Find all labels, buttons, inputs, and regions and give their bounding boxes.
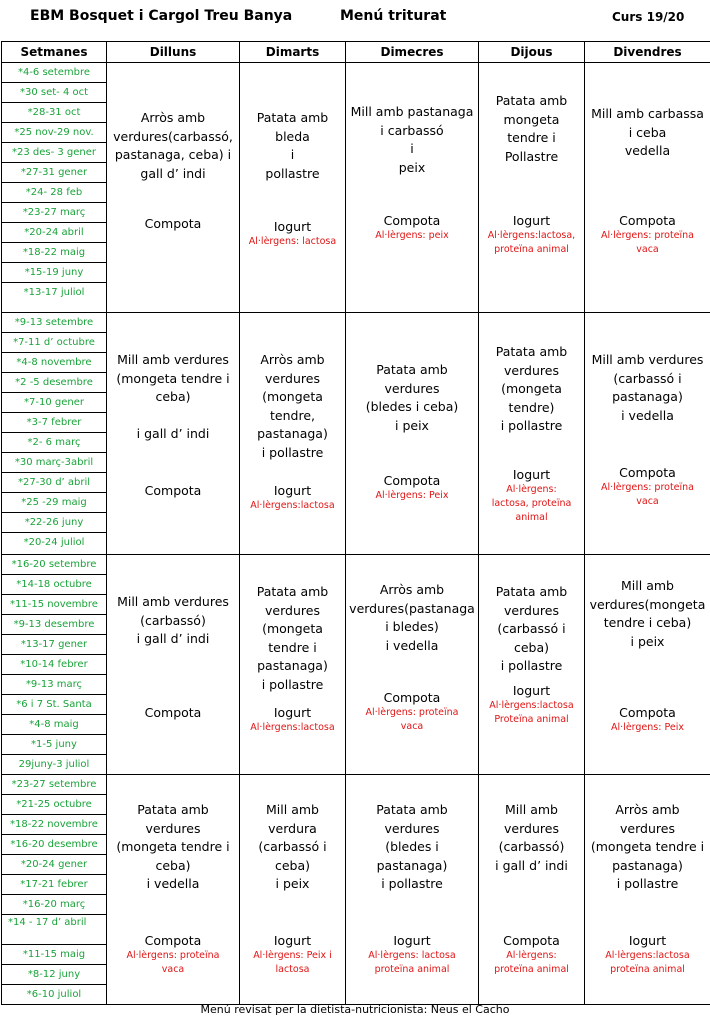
- allergen-info: vaca: [636, 244, 659, 255]
- allergen-info: Al·lèrgens: Peix i: [253, 950, 332, 961]
- dish-line: peix: [398, 159, 426, 175]
- dessert-name: Iogurt: [273, 933, 312, 948]
- week-date: *10-14 febrer: [2, 655, 106, 675]
- dish-description: [481, 343, 582, 436]
- week-row: [2, 63, 710, 313]
- dish-description: [242, 109, 343, 183]
- dish-line: i vedella: [385, 637, 439, 653]
- dish-description: [481, 92, 582, 166]
- dessert: [481, 683, 582, 727]
- dish-line: i carbassó: [380, 122, 444, 138]
- dish-description: [348, 801, 476, 894]
- dish-line: Arròs amb: [615, 802, 680, 817]
- dessert-name: Compota: [144, 216, 202, 231]
- dish-description: [587, 105, 708, 161]
- dish-line: Mill amb pastanaga: [350, 104, 474, 119]
- dish-line: Mill amb: [266, 802, 319, 817]
- dish-line: tendre): [508, 399, 555, 415]
- allergen-info: Al·lèrgens: Peix: [375, 490, 449, 501]
- allergen-info: Al·lèrgens: proteïna: [126, 950, 220, 961]
- dish-line: vedella: [624, 143, 671, 158]
- week-date: *14 - 17 d’ abril: [2, 915, 106, 945]
- col-header-tuesday: Dimarts: [240, 42, 346, 63]
- dish-line: verdures: [145, 820, 201, 836]
- menu-cell-thursday: [479, 313, 585, 555]
- allergen-info: Al·lèrgens: Peix: [611, 722, 684, 733]
- dessert-name: Compota: [383, 690, 441, 705]
- dish-line: tendre,: [270, 407, 315, 423]
- dish-line: i pollastre: [261, 444, 324, 460]
- dessert: [481, 213, 582, 257]
- dessert-name: Compota: [503, 933, 560, 948]
- dish-line: (mongeta tendre i: [116, 370, 230, 386]
- week-date: *18-22 novembre: [2, 815, 106, 835]
- dessert-name: Compota: [619, 705, 676, 720]
- dessert: [109, 483, 237, 499]
- allergen-info: Al·lèrgens:lactosa: [489, 700, 574, 711]
- col-header-wednesday: Dimecres: [346, 42, 479, 63]
- week-date: *1-5 juny: [2, 735, 106, 755]
- dish-line: Pollastre: [504, 148, 559, 164]
- dish-line: ceba): [513, 639, 550, 655]
- dish-description: [109, 351, 237, 444]
- allergen-info: Al·lèrgens:: [506, 484, 557, 495]
- allergen-info: Al·lèrgens: proteïna: [600, 482, 695, 493]
- dish-description: [109, 801, 237, 894]
- dessert-name: Iogurt: [628, 933, 667, 948]
- allergen-info: proteïna animal: [610, 964, 685, 975]
- menu-cell-thursday: [479, 63, 585, 313]
- allergen-info: vaca: [400, 721, 424, 732]
- week-date: *9-13 desembre: [2, 615, 106, 635]
- header-row: [2, 42, 710, 63]
- week-date: *20-24 abril: [2, 223, 106, 243]
- dessert-name: Compota: [383, 473, 441, 488]
- dish-line: Arròs amb: [260, 352, 325, 367]
- dessert-name: Iogurt: [273, 219, 312, 234]
- dessert: [242, 933, 343, 977]
- dish-description: [587, 801, 708, 894]
- allergen-info: Al·lèrgens:: [506, 950, 557, 961]
- dessert-name: Iogurt: [273, 483, 312, 498]
- week-date: *11-15 maig: [2, 945, 106, 965]
- dish-line: i gall d’ indi: [136, 426, 210, 441]
- dish-line: i peix: [275, 876, 310, 891]
- dish-line: pollastre: [265, 165, 320, 181]
- dish-line: pastanaga): [612, 389, 683, 404]
- menu-table: [1, 41, 710, 1005]
- dish-line: Patata amb: [376, 802, 448, 817]
- dish-line: pastanaga): [612, 857, 683, 873]
- dish-line: (carbassó): [498, 839, 565, 854]
- dish-line: i peix: [630, 633, 665, 649]
- menu-cell-wednesday: [346, 63, 479, 313]
- dish-line: i pollastre: [500, 658, 563, 673]
- dish-line: (bledes i: [385, 839, 439, 854]
- dish-description: [348, 103, 476, 177]
- dish-line: pastanaga): [257, 658, 328, 673]
- allergen-info: lactosa: [275, 964, 310, 975]
- dish-line: (carbassó): [140, 612, 206, 628]
- allergen-info: Al·lèrgens: lactosa: [368, 950, 456, 961]
- dish-description: [348, 581, 476, 655]
- dish-line: [109, 407, 237, 426]
- dish-line: pastanaga, ceba) i: [114, 147, 232, 162]
- dish-line: Arròs amb: [379, 582, 445, 597]
- dish-line: (mongeta: [501, 381, 562, 396]
- dish-line: i: [410, 141, 414, 156]
- dish-line: verdures: [504, 362, 559, 378]
- dish-line: i pollastre: [261, 676, 324, 692]
- menu-title: Menú triturat: [340, 8, 447, 24]
- week-date: *30 set- 4 oct: [2, 83, 106, 103]
- dish-line: verdures: [620, 820, 675, 836]
- school-name: EBM Bosquet i Cargol Treu Banya: [30, 8, 293, 24]
- week-date: *2- 6 març: [2, 433, 106, 453]
- dessert-name: Iogurt: [512, 213, 551, 228]
- week-date: *21-25 octubre: [2, 795, 106, 815]
- dessert: [109, 705, 237, 721]
- dish-line: i pollastre: [500, 418, 563, 433]
- dish-line: Mill amb verdures: [117, 594, 229, 609]
- dish-line: (mongeta: [262, 389, 323, 404]
- week-date: *11-15 novembre: [2, 595, 106, 615]
- week-date: *22-26 juny: [2, 513, 106, 533]
- dish-line: Patata amb: [256, 584, 329, 599]
- week-date: *13-17 gener: [2, 635, 106, 655]
- dish-line: Arròs amb: [140, 110, 206, 125]
- week-row: [2, 313, 710, 555]
- dish-description: [242, 801, 343, 894]
- dessert: [587, 705, 708, 735]
- dish-line: verdures: [384, 380, 440, 396]
- dessert: [109, 216, 237, 232]
- allergen-info: Al·lèrgens:lactosa: [605, 950, 690, 961]
- dessert: [587, 933, 708, 977]
- menu-cell-tuesday: [240, 775, 346, 1005]
- dish-line: (carbassó i: [613, 370, 682, 386]
- allergen-info: Al·lèrgens:lactosa: [250, 500, 335, 511]
- allergen-info: Al·lèrgens:lactosa,: [487, 230, 576, 241]
- dessert-name: Iogurt: [393, 933, 431, 948]
- week-date: *4-8 novembre: [2, 353, 106, 373]
- dessert-name: Compota: [144, 483, 202, 498]
- dessert-name: Compota: [383, 213, 441, 228]
- week-date: *20-24 gener: [2, 855, 106, 875]
- dessert: [587, 465, 708, 509]
- dish-line: tendre i: [268, 639, 317, 655]
- week-date: *4-8 maig: [2, 715, 106, 735]
- week-date: 29juny-3 juliol: [18, 759, 90, 770]
- week-date: *23-27 setembre: [2, 775, 106, 795]
- dessert-name: Compota: [619, 465, 676, 480]
- allergen-info: Al·lèrgens: proteïna: [600, 230, 695, 241]
- dish-line: mongeta: [503, 111, 560, 127]
- week-dates-cell: [2, 775, 107, 1005]
- dish-line: verdures(pastanaga: [349, 600, 475, 616]
- menu-cell-wednesday: [346, 313, 479, 555]
- week-row: [2, 775, 710, 1005]
- allergen-info: Al·lèrgens: proteïna: [365, 707, 459, 718]
- dish-line: verdures: [384, 820, 440, 836]
- dessert-name: Iogurt: [273, 705, 312, 720]
- dish-line: verdures: [265, 602, 320, 618]
- dessert: [481, 933, 582, 977]
- dish-line: i: [290, 147, 295, 162]
- menu-cell-monday: [107, 313, 240, 555]
- dish-description: [481, 583, 582, 676]
- allergen-info: Al·lèrgens: lactosa: [248, 236, 337, 247]
- week-date: *25 -29 maig: [2, 493, 106, 513]
- dish-description: [587, 351, 708, 425]
- allergen-info: Al·lèrgens:lactosa: [250, 722, 335, 733]
- dessert: [109, 933, 237, 977]
- dish-description: [109, 109, 237, 183]
- dessert: [348, 473, 476, 503]
- menu-cell-friday: [585, 555, 710, 775]
- week-date: *2 -5 desembre: [2, 373, 106, 393]
- dish-line: (mongeta tendre i: [590, 839, 705, 854]
- dessert-name: Compota: [144, 933, 202, 948]
- dish-line: (bledes i ceba): [365, 399, 459, 414]
- week-dates-cell: [2, 313, 107, 555]
- week-date: *13-17 juliol: [23, 287, 85, 298]
- week-date: *3-7 febrer: [2, 413, 106, 433]
- week-date: *16-20 març: [2, 895, 106, 915]
- dish-line: Mill amb: [621, 578, 674, 593]
- dish-description: [242, 583, 343, 694]
- dish-line: Patata amb: [495, 93, 568, 108]
- dish-line: pastanaga): [257, 426, 328, 441]
- dish-line: i vedella: [146, 876, 200, 891]
- school-year: Curs 19/20: [612, 10, 685, 24]
- week-date: *15-19 juny: [2, 263, 106, 283]
- menu-cell-friday: [585, 313, 710, 555]
- footer-note: Menú revisat per la dietista-nutricionista: Neus el Cacho: [200, 1003, 510, 1016]
- allergen-info: animal: [515, 512, 548, 523]
- allergen-info: vaca: [636, 496, 659, 507]
- dish-line: verdures(mongeta: [589, 596, 706, 612]
- allergen-info: Al·lèrgens: peix: [375, 230, 449, 241]
- col-header-weeks: Setmanes: [2, 42, 107, 63]
- dish-line: Patata amb: [137, 802, 209, 817]
- dessert-name: Iogurt: [512, 683, 551, 698]
- dish-line: i pollastre: [381, 876, 443, 891]
- allergen-info: lactosa, proteïna: [491, 498, 572, 509]
- dessert: [348, 213, 476, 243]
- dish-line: pastanaga): [376, 857, 448, 873]
- dish-line: i pollastre: [616, 876, 679, 891]
- week-date: *16-20 setembre: [2, 555, 106, 575]
- week-date: *20-24 juliol: [23, 537, 85, 548]
- dish-line: Mill amb verdures: [117, 352, 229, 367]
- menu-cell-tuesday: [240, 63, 346, 313]
- dish-line: i gall d’ indi: [136, 631, 210, 646]
- menu-cell-friday: [585, 775, 710, 1005]
- col-header-friday: Divendres: [585, 42, 710, 63]
- dish-line: Mill amb carbassa: [591, 106, 704, 121]
- menu-cell-thursday: [479, 555, 585, 775]
- dish-line: i ceba: [628, 124, 667, 140]
- dish-line: Patata amb: [495, 584, 568, 599]
- menu-cell-tuesday: [240, 555, 346, 775]
- menu-cell-friday: [585, 63, 710, 313]
- week-row: [2, 555, 710, 775]
- dish-description: [242, 351, 343, 462]
- dish-line: (mongeta: [262, 621, 323, 636]
- week-date: *23 des- 3 gener: [2, 143, 106, 163]
- col-header-monday: Dilluns: [107, 42, 240, 63]
- dish-line: verdures: [265, 370, 320, 386]
- menu-cell-wednesday: [346, 555, 479, 775]
- dish-line: (carbassó i: [497, 621, 566, 636]
- menu-cell-thursday: [479, 775, 585, 1005]
- allergen-info: vaca: [161, 964, 185, 975]
- dessert-name: Compota: [144, 705, 202, 720]
- dish-line: Patata amb: [376, 362, 448, 377]
- week-date: *7-10 gener: [2, 393, 106, 413]
- week-date: *7-11 d’ octubre: [2, 333, 106, 353]
- allergen-info: Proteïna animal: [494, 714, 569, 725]
- dish-description: [481, 801, 582, 875]
- dessert: [481, 467, 582, 525]
- week-date: *25 nov-29 nov.: [2, 123, 106, 143]
- dish-line: Patata amb: [495, 344, 568, 359]
- allergen-info: proteïna animal: [374, 964, 450, 975]
- week-date: *6 i 7 St. Santa: [2, 695, 106, 715]
- week-date: *18-22 maig: [2, 243, 106, 263]
- allergen-info: proteïna animal: [494, 964, 569, 975]
- dish-description: [348, 361, 476, 435]
- dish-line: ceba): [274, 857, 311, 873]
- week-dates-cell: [2, 63, 107, 313]
- dessert: [587, 213, 708, 257]
- dish-line: Mill amb verdures: [591, 352, 704, 367]
- menu-cell-tuesday: [240, 313, 346, 555]
- dish-description: [109, 593, 237, 649]
- menu-cell-monday: [107, 63, 240, 313]
- dessert-name: Iogurt: [512, 467, 551, 482]
- week-date: *9-13 setembre: [2, 313, 106, 333]
- col-header-thursday: Dijous: [479, 42, 585, 63]
- dessert: [348, 933, 476, 977]
- dish-line: tendre i ceba): [603, 615, 692, 630]
- dessert-name: Compota: [619, 213, 676, 228]
- menu-cell-monday: [107, 555, 240, 775]
- dish-line: tendre i: [507, 130, 556, 145]
- week-date: *6-10 juliol: [26, 989, 82, 1000]
- dessert: [242, 483, 343, 513]
- dish-line: verdures: [504, 602, 559, 618]
- dessert: [348, 690, 476, 734]
- dish-line: ceba): [155, 389, 191, 404]
- week-date: *24- 28 feb: [2, 183, 106, 203]
- dish-line: ceba): [155, 857, 191, 873]
- week-date: *17-21 febrer: [2, 875, 106, 895]
- dish-line: i bledes): [385, 619, 439, 634]
- dish-line: gall d’ indi: [140, 165, 206, 181]
- dish-line: i vedella: [621, 407, 674, 423]
- week-date: *8-12 juny: [2, 965, 106, 985]
- allergen-info: proteïna animal: [494, 244, 569, 255]
- week-dates-cell: [2, 555, 107, 775]
- dish-description: [587, 577, 708, 651]
- menu-cell-wednesday: [346, 775, 479, 1005]
- week-date: *4-6 setembre: [2, 63, 106, 83]
- dish-line: (carbassó i: [258, 839, 327, 854]
- week-date: *27-31 gener: [2, 163, 106, 183]
- week-date: *23-27 març: [2, 203, 106, 223]
- dish-line: verdures: [504, 820, 559, 836]
- dish-line: verdures(carbassó,: [113, 128, 233, 144]
- dessert: [242, 705, 343, 735]
- dessert: [242, 219, 343, 249]
- week-date: *16-20 desembre: [2, 835, 106, 855]
- dish-line: i gall d’ indi: [495, 857, 568, 873]
- week-date: *28-31 oct: [2, 103, 106, 123]
- dish-line: Mill amb: [505, 802, 558, 817]
- week-date: *30 març-3abril: [2, 453, 106, 473]
- week-date: *14-18 octubre: [2, 575, 106, 595]
- dish-line: (mongeta tendre i: [116, 839, 230, 854]
- dish-line: bleda: [275, 128, 310, 144]
- menu-cell-monday: [107, 775, 240, 1005]
- dish-line: Patata amb: [256, 110, 329, 125]
- week-date: *9-13 març: [2, 675, 106, 695]
- week-date: *27-30 d’ abril: [2, 473, 106, 493]
- dish-line: verdura: [268, 820, 317, 836]
- dish-line: i peix: [395, 417, 429, 433]
